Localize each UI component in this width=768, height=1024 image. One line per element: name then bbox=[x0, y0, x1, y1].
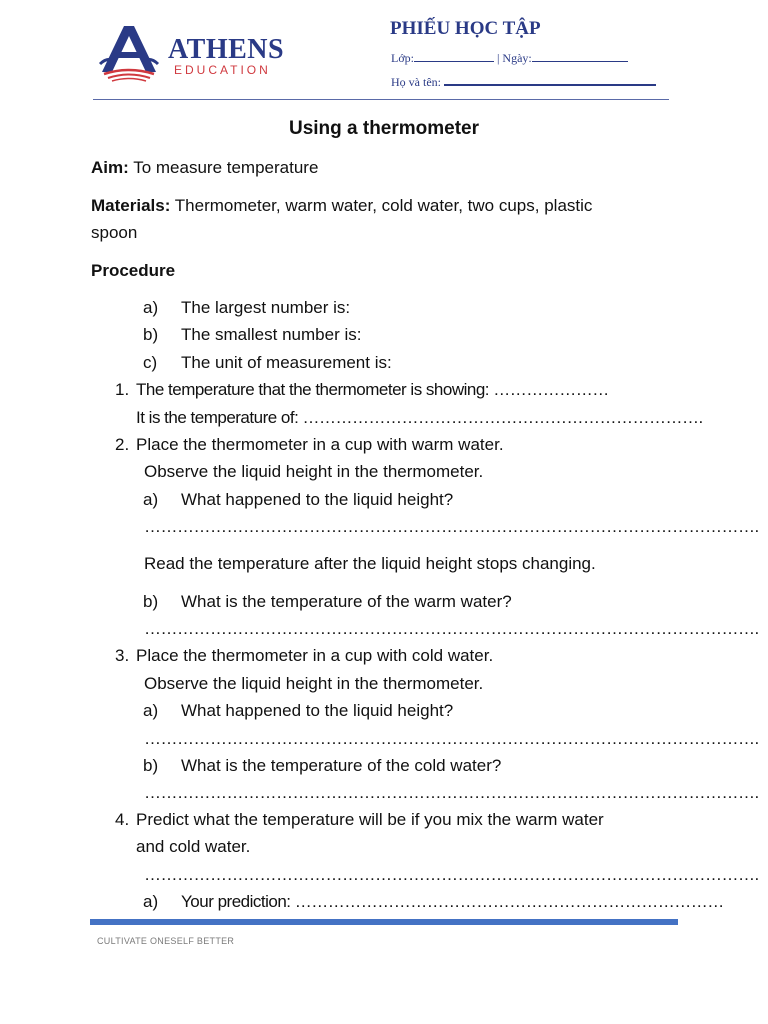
answer-line[interactable]: …………………………………………………………………………………………………. bbox=[144, 729, 759, 748]
sub-question: What happened to the liquid height? bbox=[181, 490, 454, 509]
question-number: 4. bbox=[115, 810, 130, 829]
athens-a-emblem-icon bbox=[98, 22, 160, 82]
date-input[interactable] bbox=[532, 49, 628, 62]
sub-question: What is the temperature of the warm water? bbox=[181, 592, 512, 611]
instruction-text: Read the temperature after the liquid height stops changing. bbox=[144, 554, 596, 573]
list-marker: b) bbox=[143, 756, 159, 775]
sub-question: What happened to the liquid height? bbox=[181, 701, 454, 720]
prediction-line[interactable]: Your prediction: …………………………………………………………………… bbox=[181, 892, 724, 911]
question-number: 1. bbox=[115, 380, 130, 399]
logo-wordmark: ATHENS bbox=[168, 34, 285, 65]
materials-text: Thermometer, warm water, cold water, two cups, plastic bbox=[174, 196, 593, 215]
athens-logo bbox=[98, 22, 298, 84]
question-text: Place the thermometer in a cup with warm water. bbox=[136, 435, 504, 454]
name-input[interactable] bbox=[444, 72, 656, 86]
aim-line bbox=[91, 157, 318, 179]
footer-bar bbox=[90, 919, 678, 925]
list-marker: b) bbox=[143, 592, 159, 611]
question-text: Observe the liquid height in the thermometer. bbox=[144, 462, 484, 481]
list-marker: a) bbox=[143, 892, 159, 911]
class-input[interactable] bbox=[414, 49, 494, 62]
aim-text: To measure temperature bbox=[133, 158, 319, 177]
answer-line[interactable]: …………………………………………………………………………………………………. bbox=[144, 783, 759, 802]
list-marker: a) bbox=[143, 298, 159, 317]
list-marker: a) bbox=[143, 490, 159, 509]
logo-subtitle: EDUCATION bbox=[174, 63, 271, 77]
worksheet-title: PHIẾU HỌC TẬP bbox=[390, 18, 541, 39]
question-text: It is the temperature of: ………………………………………………………………. bbox=[136, 408, 703, 427]
list-marker: b) bbox=[143, 325, 159, 344]
footer-slogan: CULTIVATE ONESELF BETTER bbox=[97, 936, 235, 946]
question-number: 3. bbox=[115, 646, 130, 665]
question-text: and cold water. bbox=[136, 837, 251, 856]
header-divider bbox=[93, 99, 669, 100]
question-number: 2. bbox=[115, 435, 130, 454]
answer-line[interactable]: …………………………………………………………………………………………………. bbox=[144, 865, 759, 884]
name-label: Họ và tên: bbox=[391, 75, 441, 89]
procedure-heading: Procedure bbox=[91, 261, 176, 280]
class-label: Lớp: bbox=[391, 51, 415, 65]
materials-label: Materials: bbox=[91, 196, 171, 215]
answer-line[interactable]: …………………………………………………………………………………………………. bbox=[144, 517, 759, 536]
class-date-field bbox=[391, 49, 628, 66]
list-item: The largest number is: bbox=[181, 298, 351, 317]
list-item: The unit of measurement is: bbox=[181, 353, 392, 372]
document-title: Using a thermometer bbox=[288, 118, 480, 139]
list-marker: a) bbox=[143, 701, 159, 720]
question-text: Place the thermometer in a cup with cold water. bbox=[136, 646, 494, 665]
materials-text-cont: spoon bbox=[91, 223, 138, 242]
name-field bbox=[391, 72, 656, 90]
answer-line[interactable]: …………………………………………………………………………………………………. bbox=[144, 619, 759, 638]
question-text: Observe the liquid height in the thermometer. bbox=[144, 674, 484, 693]
sub-question: What is the temperature of the cold water? bbox=[181, 756, 502, 775]
materials-line bbox=[91, 195, 592, 217]
question-text: The temperature that the thermometer is showing: ………………… bbox=[136, 380, 609, 399]
aim-label: Aim: bbox=[91, 158, 129, 177]
list-item: The smallest number is: bbox=[181, 325, 362, 344]
list-marker: c) bbox=[143, 353, 158, 372]
separator: | bbox=[497, 51, 500, 65]
date-label: Ngày: bbox=[502, 51, 532, 65]
question-text: Predict what the temperature will be if you mix the warm water bbox=[136, 810, 604, 829]
